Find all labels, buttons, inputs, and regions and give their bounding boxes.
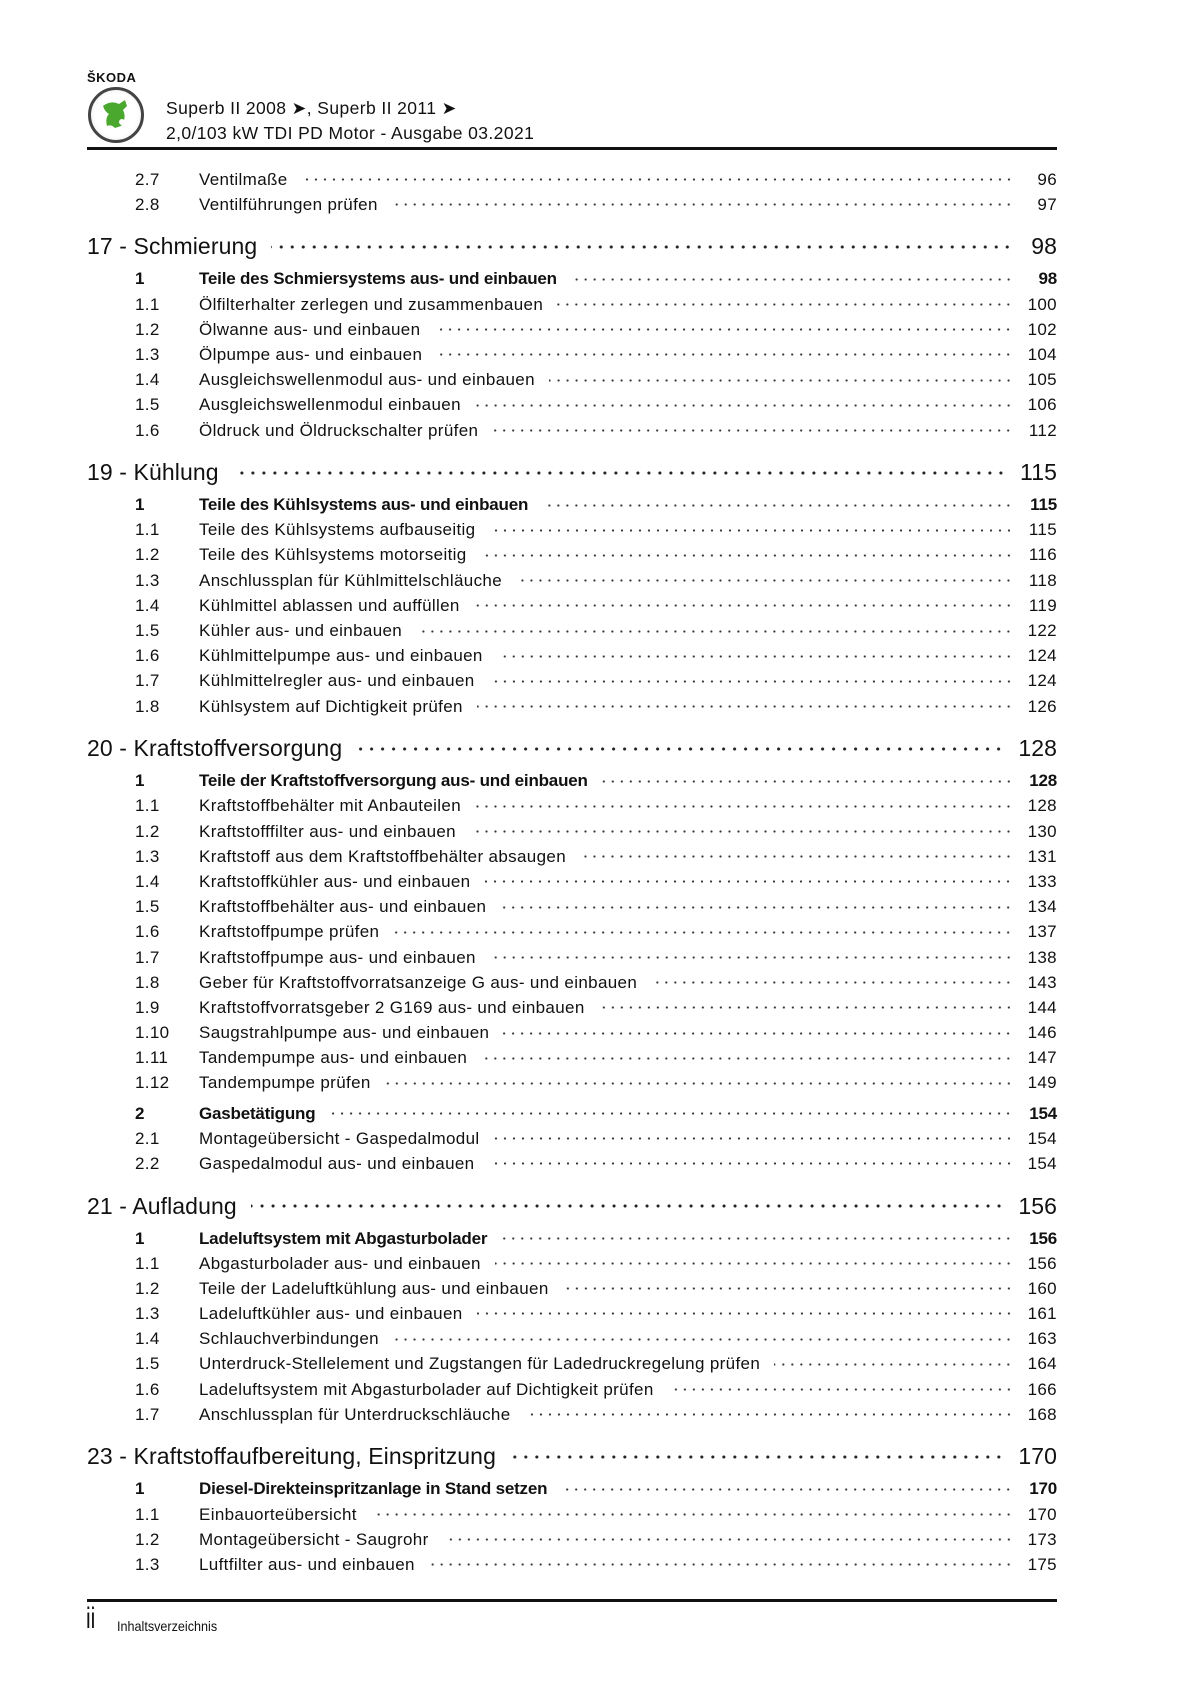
toc-entry-title: Geber für Kraftstoffvorratsanzeige G aus- und einbauen bbox=[199, 972, 638, 992]
toc-entry-page: 147 bbox=[1027, 1048, 1057, 1068]
dot-leader bbox=[495, 1262, 1013, 1265]
toc-entry-title: Einbauorteübersicht bbox=[199, 1504, 357, 1524]
toc-entry-number: 1.3 bbox=[135, 1554, 160, 1574]
toc-entry-page: 128 bbox=[1027, 796, 1057, 816]
toc-entry[interactable] bbox=[87, 794, 1057, 819]
toc-entry-title: Kraftstoffpumpe prüfen bbox=[199, 922, 380, 942]
toc-entry-page: 170 bbox=[1027, 1504, 1057, 1524]
toc-entry-number: 1.10 bbox=[135, 1023, 170, 1043]
toc-entry-title: Montageübersicht - Gaspedalmodul bbox=[199, 1128, 480, 1148]
toc-entry[interactable] bbox=[87, 1352, 1057, 1377]
toc-entry[interactable] bbox=[87, 1327, 1057, 1352]
toc-entry-number: 1.1 bbox=[135, 520, 160, 540]
toc-entry[interactable] bbox=[87, 568, 1057, 593]
toc-section[interactable] bbox=[87, 769, 1057, 794]
toc-entry-page: 122 bbox=[1027, 621, 1057, 641]
footer-page-number: ii bbox=[86, 1602, 96, 1635]
toc-entry-page: 160 bbox=[1027, 1278, 1057, 1298]
dot-leader bbox=[474, 604, 1013, 607]
toc-entry[interactable] bbox=[87, 1126, 1057, 1151]
toc-entry-page: 119 bbox=[1028, 595, 1057, 615]
toc-entry-title: Saugstrahlpumpe aus- und einbauen bbox=[199, 1023, 490, 1043]
toc-entry-title: Diesel-Direkteinspritzanlage in Stand setzen bbox=[199, 1479, 548, 1499]
dot-leader bbox=[497, 655, 1013, 658]
toc-entry-number: 1.1 bbox=[135, 1504, 160, 1524]
dot-leader bbox=[484, 880, 1013, 883]
toc-entry-title: Kraftstofffilter aus- und einbauen bbox=[199, 821, 456, 841]
dot-leader bbox=[599, 1006, 1013, 1009]
toc-entry-number: 1 bbox=[135, 1479, 145, 1499]
toc-entry-title: Tandempumpe prüfen bbox=[199, 1073, 371, 1093]
dot-leader bbox=[371, 1513, 1013, 1516]
toc-entry-title: Kraftstoffvorratsgeber 2 G169 aus- und einbauen bbox=[199, 997, 585, 1017]
dot-leader bbox=[580, 855, 1013, 858]
toc-entry-number: 1.3 bbox=[135, 1303, 160, 1323]
dot-leader bbox=[542, 504, 1013, 507]
toc-entry[interactable] bbox=[87, 1502, 1057, 1527]
toc-entry-title: Unterdruck-Stellelement und Zugstangen für Ladedruckregelung prüfen bbox=[199, 1354, 761, 1374]
footer-rule bbox=[87, 1599, 1057, 1602]
toc-entry[interactable] bbox=[87, 819, 1057, 844]
toc-entry[interactable] bbox=[87, 192, 1057, 217]
toc-entry-page: 131 bbox=[1027, 846, 1057, 866]
toc-entry[interactable] bbox=[87, 694, 1057, 719]
toc-section[interactable] bbox=[87, 267, 1057, 292]
toc-entry[interactable] bbox=[87, 970, 1057, 995]
toc-entry-title: Kraftstoffbehälter aus- und einbauen bbox=[199, 897, 487, 917]
dot-leader bbox=[271, 245, 1013, 249]
toc-entry-number: 1.6 bbox=[135, 420, 160, 440]
dot-leader bbox=[561, 1488, 1013, 1491]
toc-entry-number: 1.2 bbox=[135, 319, 160, 339]
dot-leader bbox=[516, 579, 1013, 582]
toc-entry-number: 1.9 bbox=[135, 997, 160, 1017]
toc-entry-number: 1.8 bbox=[135, 972, 160, 992]
toc-entry-page: 154 bbox=[1027, 1128, 1057, 1148]
dot-leader bbox=[475, 805, 1013, 808]
toc-entry-number: 1.4 bbox=[135, 871, 160, 891]
toc-entry-title: Kühler aus- und einbauen bbox=[199, 621, 403, 641]
toc-entry[interactable] bbox=[87, 1071, 1057, 1096]
toc-entry-title: Ölfilterhalter zerlegen und zusammenbauen bbox=[199, 294, 544, 314]
toc-entry-page: 118 bbox=[1028, 570, 1057, 590]
toc-entry-title: Ladeluftsystem mit Abgasturbolader auf Dichtigkeit prüfen bbox=[199, 1379, 654, 1399]
toc-entry-title: Montageübersicht - Saugrohr bbox=[199, 1529, 429, 1549]
dot-leader bbox=[477, 1312, 1013, 1315]
toc-entry[interactable] bbox=[87, 292, 1057, 317]
toc-entry-title: Teile des Kühlsystems aufbauseitig bbox=[199, 520, 476, 540]
toc-entry-page: 112 bbox=[1028, 420, 1057, 440]
toc-entry-page: 134 bbox=[1027, 897, 1057, 917]
toc-entry-page: 124 bbox=[1027, 646, 1057, 666]
toc-entry-number: 1.7 bbox=[135, 947, 160, 967]
dot-leader bbox=[481, 1057, 1013, 1060]
toc-entry-page: 100 bbox=[1027, 294, 1057, 314]
dot-leader bbox=[501, 1237, 1013, 1240]
dot-leader bbox=[470, 830, 1013, 833]
dot-leader bbox=[443, 1538, 1013, 1541]
toc-entry[interactable] bbox=[87, 1046, 1057, 1071]
toc-entry-page: 173 bbox=[1027, 1529, 1057, 1549]
toc-entry-title: Teile des Kühlsystems aus- und einbauen bbox=[199, 495, 529, 515]
toc-entry-number: 1.4 bbox=[135, 370, 160, 390]
toc-entry[interactable] bbox=[87, 1020, 1057, 1045]
toc-entry-page: 138 bbox=[1027, 947, 1057, 967]
toc-entry-page: 149 bbox=[1027, 1073, 1057, 1093]
dot-leader bbox=[477, 705, 1013, 708]
toc-entry-number: 1.4 bbox=[135, 1329, 160, 1349]
toc-chapter[interactable] bbox=[87, 453, 1057, 493]
toc-entry-page: 137 bbox=[1027, 922, 1057, 942]
toc-entry-number: 1.1 bbox=[135, 1253, 160, 1273]
dot-leader bbox=[393, 931, 1013, 934]
toc-entry-number: 1.3 bbox=[135, 846, 160, 866]
dot-leader bbox=[489, 680, 1013, 683]
toc-entry[interactable] bbox=[87, 393, 1057, 418]
toc-entry-page: 130 bbox=[1027, 821, 1057, 841]
dot-leader bbox=[392, 203, 1013, 206]
toc-entry-page: 96 bbox=[1037, 169, 1057, 189]
dot-leader bbox=[416, 630, 1013, 633]
dot-leader bbox=[329, 1112, 1013, 1115]
toc-entry-title: Tandempumpe aus- und einbauen bbox=[199, 1048, 468, 1068]
toc-entry-number: 2.7 bbox=[135, 169, 160, 189]
dot-leader bbox=[668, 1388, 1013, 1391]
toc-entry-page: 146 bbox=[1027, 1023, 1057, 1043]
toc-entry-page: 175 bbox=[1027, 1554, 1057, 1574]
toc-entry-page: 104 bbox=[1027, 344, 1057, 364]
dot-leader bbox=[385, 1082, 1013, 1085]
dot-leader bbox=[494, 1137, 1013, 1140]
toc-entry[interactable] bbox=[87, 1527, 1057, 1552]
toc-entry-title: Teile des Kühlsystems motorseitig bbox=[199, 545, 467, 565]
toc-entry-title: Kraftstoff aus dem Kraftstoffbehälter absaugen bbox=[199, 846, 567, 866]
toc-entry-number: 1.2 bbox=[135, 821, 160, 841]
toc-entry-number: 1.2 bbox=[135, 1529, 160, 1549]
toc-entry[interactable] bbox=[87, 593, 1057, 618]
toc-entry-title: 19 - Kühlung bbox=[87, 459, 219, 486]
toc-entry[interactable] bbox=[87, 920, 1057, 945]
toc-entry-number: 1.6 bbox=[135, 1379, 160, 1399]
toc-entry-page: 115 bbox=[1028, 520, 1057, 540]
toc-entry-title: Ausgleichswellenmodul aus- und einbauen bbox=[199, 370, 535, 390]
toc-entry-number: 1.5 bbox=[135, 621, 160, 641]
toc-entry-page: 170 bbox=[1029, 1479, 1057, 1499]
dot-leader bbox=[481, 554, 1013, 557]
toc-entry-page: 170 bbox=[1018, 1443, 1057, 1470]
toc-entry-title: Teile der Ladeluftkühlung aus- und einbauen bbox=[199, 1278, 549, 1298]
dot-leader bbox=[557, 303, 1013, 306]
toc-entry-title: 20 - Kraftstoffversorgung bbox=[87, 735, 343, 762]
toc-entry[interactable] bbox=[87, 1402, 1057, 1427]
dot-leader bbox=[251, 1204, 1005, 1208]
dot-leader bbox=[302, 178, 1013, 181]
toc-entry[interactable] bbox=[87, 644, 1057, 669]
toc-entry-page: 126 bbox=[1027, 696, 1057, 716]
toc-entry-title: Ventilmaße bbox=[199, 169, 288, 189]
toc-entry[interactable] bbox=[87, 1377, 1057, 1402]
toc-entry-page: 161 bbox=[1027, 1303, 1057, 1323]
toc-entry[interactable] bbox=[87, 895, 1057, 920]
dot-leader bbox=[434, 328, 1013, 331]
dot-leader bbox=[233, 471, 1006, 475]
toc-entry-page: 115 bbox=[1020, 459, 1057, 486]
toc-entry[interactable] bbox=[87, 1301, 1057, 1326]
toc-entry[interactable] bbox=[87, 1251, 1057, 1276]
toc-section[interactable] bbox=[87, 1101, 1057, 1126]
table-of-contents bbox=[87, 167, 1057, 1577]
toc-entry-page: 128 bbox=[1018, 735, 1057, 762]
toc-entry-title: Luftfilter aus- und einbauen bbox=[199, 1554, 415, 1574]
toc-chapter[interactable] bbox=[87, 227, 1057, 267]
toc-entry-page: 154 bbox=[1027, 1153, 1057, 1173]
toc-entry-page: 102 bbox=[1027, 319, 1057, 339]
toc-chapter[interactable] bbox=[87, 1186, 1057, 1226]
toc-entry-number: 1 bbox=[135, 1228, 145, 1248]
dot-leader bbox=[436, 353, 1013, 356]
toc-entry-number: 1.4 bbox=[135, 595, 160, 615]
dot-leader bbox=[475, 404, 1013, 407]
toc-entry-page: 98 bbox=[1038, 269, 1057, 289]
dot-leader bbox=[525, 1413, 1013, 1416]
dot-leader bbox=[490, 529, 1014, 532]
toc-chapter[interactable] bbox=[87, 729, 1057, 769]
toc-entry-page: 144 bbox=[1027, 997, 1057, 1017]
toc-entry[interactable] bbox=[87, 995, 1057, 1020]
toc-entry-title: Teile des Schmiersystems aus- und einbauen bbox=[199, 269, 557, 289]
toc-entry-page: 154 bbox=[1029, 1103, 1057, 1123]
toc-entry[interactable] bbox=[87, 342, 1057, 367]
toc-entry-page: 105 bbox=[1027, 370, 1057, 390]
toc-entry-number: 1.6 bbox=[135, 922, 160, 942]
toc-entry-title: Gasbetätigung bbox=[199, 1103, 316, 1123]
dot-leader bbox=[549, 379, 1013, 382]
toc-entry[interactable] bbox=[87, 669, 1057, 694]
toc-entry-number: 1.8 bbox=[135, 696, 160, 716]
toc-entry-number: 1 bbox=[135, 269, 145, 289]
toc-entry-number: 2.2 bbox=[135, 1153, 160, 1173]
toc-entry-title: Kühlmittel ablassen und auffüllen bbox=[199, 595, 460, 615]
toc-entry[interactable] bbox=[87, 844, 1057, 869]
dot-leader bbox=[503, 1032, 1013, 1035]
toc-entry-page: 133 bbox=[1027, 871, 1057, 891]
toc-entry-page: 97 bbox=[1037, 194, 1057, 214]
toc-entry-page: 116 bbox=[1028, 545, 1057, 565]
toc-entry-title: Teile der Kraftstoffversorgung aus- und einbauen bbox=[199, 771, 588, 791]
toc-entry-title: Abgasturbolader aus- und einbauen bbox=[199, 1253, 481, 1273]
dot-leader bbox=[500, 906, 1013, 909]
toc-entry[interactable] bbox=[87, 317, 1057, 342]
toc-entry-title: 23 - Kraftstoffaufbereitung, Einspritzung bbox=[87, 1443, 496, 1470]
toc-entry-page: 156 bbox=[1029, 1228, 1057, 1248]
toc-entry-title: 17 - Schmierung bbox=[87, 233, 258, 260]
toc-entry-title: Ventilführungen prüfen bbox=[199, 194, 378, 214]
toc-section[interactable] bbox=[87, 1226, 1057, 1251]
toc-entry[interactable] bbox=[87, 167, 1057, 192]
toc-entry-number: 1.5 bbox=[135, 897, 160, 917]
toc-entry-title: Ölpumpe aus- und einbauen bbox=[199, 344, 423, 364]
toc-entry-page: 164 bbox=[1027, 1354, 1057, 1374]
toc-entry-page: 163 bbox=[1027, 1329, 1057, 1349]
toc-entry-title: Kraftstoffkühler aus- und einbauen bbox=[199, 871, 471, 891]
toc-entry-title: Anschlussplan für Unterdruckschläuche bbox=[199, 1404, 511, 1424]
toc-entry-number: 1.5 bbox=[135, 395, 160, 415]
dot-leader bbox=[602, 780, 1013, 783]
toc-entry-title: Kraftstoffpumpe aus- und einbauen bbox=[199, 947, 476, 967]
toc-entry-title: Gaspedalmodul aus- und einbauen bbox=[199, 1153, 475, 1173]
dot-leader bbox=[571, 278, 1013, 281]
toc-entry-number: 1.7 bbox=[135, 671, 160, 691]
toc-entry-page: 156 bbox=[1027, 1253, 1057, 1273]
toc-entry[interactable] bbox=[87, 618, 1057, 643]
toc-entry-number: 1 bbox=[135, 771, 145, 791]
toc-entry-page: 98 bbox=[1031, 233, 1057, 260]
toc-entry-number: 1 bbox=[135, 495, 145, 515]
toc-entry-number: 1.2 bbox=[135, 545, 160, 565]
toc-entry-number: 1.3 bbox=[135, 570, 160, 590]
toc-entry-number: 1.5 bbox=[135, 1354, 160, 1374]
toc-entry-title: Ladeluftsystem mit Abgasturbolader bbox=[199, 1228, 488, 1248]
toc-entry-title: Kühlmittelpumpe aus- und einbauen bbox=[199, 646, 483, 666]
toc-entry[interactable] bbox=[87, 543, 1057, 568]
toc-section[interactable] bbox=[87, 493, 1057, 518]
toc-entry-number: 2 bbox=[135, 1103, 145, 1123]
toc-section[interactable] bbox=[87, 1477, 1057, 1502]
toc-entry-page: 124 bbox=[1027, 671, 1057, 691]
toc-entry[interactable] bbox=[87, 518, 1057, 543]
toc-entry[interactable] bbox=[87, 1276, 1057, 1301]
toc-entry[interactable] bbox=[87, 1552, 1057, 1577]
toc-entry-page: 168 bbox=[1027, 1404, 1057, 1424]
toc-entry-title: Anschlussplan für Kühlmittelschläuche bbox=[199, 570, 503, 590]
dot-leader bbox=[510, 1455, 1004, 1459]
dot-leader bbox=[429, 1563, 1013, 1566]
dot-leader bbox=[651, 981, 1013, 984]
toc-entry-page: 106 bbox=[1027, 395, 1057, 415]
toc-entry-number: 1.2 bbox=[135, 1278, 160, 1298]
dot-leader bbox=[563, 1287, 1013, 1290]
dot-leader bbox=[490, 956, 1013, 959]
toc-entry-title: 21 - Aufladung bbox=[87, 1192, 237, 1219]
toc-entry-title: Ölwanne aus- und einbauen bbox=[199, 319, 421, 339]
brand-wordmark: ŠKODA bbox=[87, 70, 137, 85]
toc-entry-title: Ausgleichswellenmodul einbauen bbox=[199, 395, 461, 415]
toc-entry-number: 1.1 bbox=[135, 294, 160, 314]
footer-section-label: Inhaltsverzeichnis bbox=[117, 1618, 218, 1634]
toc-entry[interactable] bbox=[87, 418, 1057, 443]
toc-entry[interactable] bbox=[87, 945, 1057, 970]
toc-entry-title: Kühlsystem auf Dichtigkeit prüfen bbox=[199, 696, 463, 716]
toc-entry-title: Kraftstoffbehälter mit Anbauteilen bbox=[199, 796, 462, 816]
header-title-engine: 2,0/103 kW TDI PD Motor - Ausgabe 03.2021 bbox=[166, 123, 535, 143]
toc-entry-number: 1.7 bbox=[135, 1404, 160, 1424]
toc-entry-number: 1.1 bbox=[135, 796, 160, 816]
toc-entry-title: Öldruck und Öldruckschalter prüfen bbox=[199, 420, 479, 440]
skoda-logo-icon bbox=[88, 87, 144, 143]
toc-entry-title: Ladeluftkühler aus- und einbauen bbox=[199, 1303, 463, 1323]
toc-chapter[interactable] bbox=[87, 1437, 1057, 1477]
toc-entry-number: 2.8 bbox=[135, 194, 160, 214]
header-title-models: Superb II 2008 ➤, Superb II 2011 ➤ bbox=[166, 98, 457, 118]
dot-leader bbox=[489, 1162, 1014, 1165]
toc-entry-page: 166 bbox=[1027, 1379, 1057, 1399]
header-rule bbox=[87, 147, 1057, 150]
toc-entry[interactable] bbox=[87, 869, 1057, 894]
dot-leader bbox=[393, 1338, 1013, 1341]
toc-entry-title: Kühlmittelregler aus- und einbauen bbox=[199, 671, 475, 691]
toc-entry-page: 143 bbox=[1027, 972, 1057, 992]
toc-entry-title: Schlauchverbindungen bbox=[199, 1329, 379, 1349]
toc-entry-number: 1.3 bbox=[135, 344, 160, 364]
toc-entry-page: 128 bbox=[1029, 771, 1057, 791]
toc-entry-page: 115 bbox=[1030, 495, 1057, 515]
toc-entry-number: 1.11 bbox=[135, 1048, 169, 1068]
toc-entry[interactable] bbox=[87, 1151, 1057, 1176]
toc-entry-number: 1.6 bbox=[135, 646, 160, 666]
dot-leader bbox=[774, 1363, 1013, 1366]
toc-entry-number: 2.1 bbox=[135, 1128, 160, 1148]
dot-leader bbox=[356, 747, 1004, 751]
toc-entry[interactable] bbox=[87, 368, 1057, 393]
toc-entry-number: 1.12 bbox=[135, 1073, 170, 1093]
toc-entry-page: 156 bbox=[1018, 1192, 1057, 1219]
dot-leader bbox=[492, 429, 1013, 432]
